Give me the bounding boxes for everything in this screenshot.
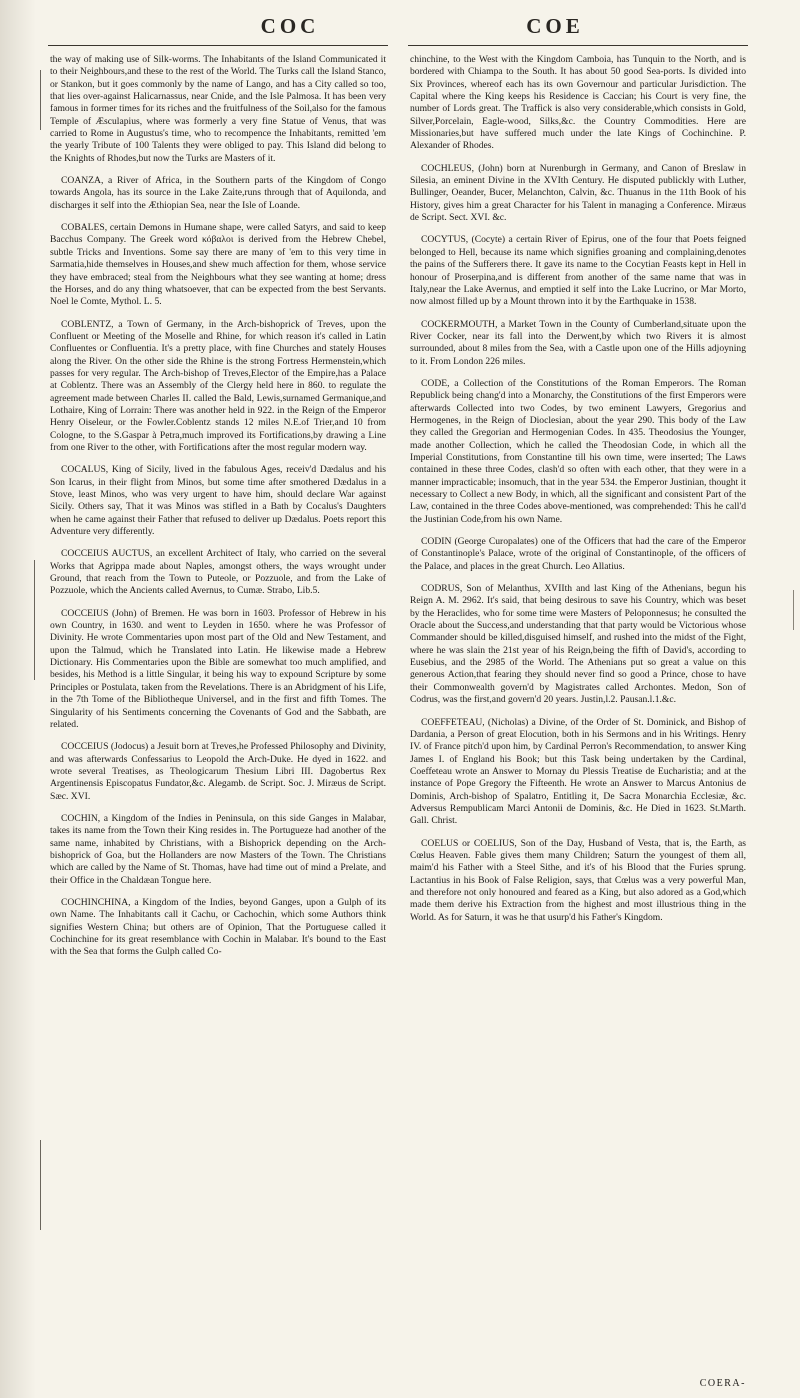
entry-paragraph: COELUS or COELIUS, Son of the Day, Husband of Vesta, that is, the Earth, as Cœlus Heaven. Fable gives them many Children; Saturn the youngest of them all, maim'd his Father with a Steel Sithe, and it's of his Blood that the Furies sprung. Lactantius in his Book of False Religion, says, that Cœlus was a very powerful Man, and therefore not only honoured and feared as a King, but also adored as a God,which made them derive his Extraction from the highest and most illustrious thing in the World. As for Saturn, it was he that usurp'd his Father's Kingdom. xyxy=(410,837,746,923)
entry-paragraph: COEFFETEAU, (Nicholas) a Divine, of the Order of St. Dominick, and Bishop of Dardania, a Person of great Elocution, both in his Sermons and in his Writings. Henry IV. of France pitch'd upon him, by Cardinal Perron's Recommendation, to answer King James I. of England his Book; but this Task being undertaken by the Cardinal, Coeffeteau wrote an Answer to Mornay du Plessis Treatise de Eucharistia; and at the instance of Pope Gregory the Fifteenth. He wrote an Answer to Marcus Antonius de Dominis, Arch-bishop of Spalatro, Entitling it, De Sacra Monarchia Ecclesiæ, &c. Adversus Rempublicam Marci Antonii de Dominis, &c. He Died in 1623. St.Marth. Gall. Christ. xyxy=(410,716,746,827)
spine-shadow xyxy=(0,0,36,1398)
entry-paragraph: COBLENTZ, a Town of Germany, in the Arch-bishoprick of Treves, upon the Confluent or Meeting of the Moselle and Rhine, for which reason it's called in Latin Confluentes or Confluentia. It's a pretty place, with fine Churches and stately Houses along the River. On the other side the Rhine is the strong Fortress Hermenstein,which passes for very regular. The Arch-bishop of Treves,Elector of the Empire,has a Palace at Coblentz. There was an Assembly of the Clergy held here in 860. to regulate the agreement made between Charles II. called the Bald, Lewis,surnamed Germanique,and Lothaire, King of Lorrain: There was another held in 922. in the Reign of the Emperor Henry Oiseleur, or the Fowler.Coblentz stands 12 miles N.E.of Trier,and 10 from Cologne, to the S.Gaspar à Petra,much improved its Fortifications,by drawing a Line from one River to the other, with Fortifications after the most regular modern way. xyxy=(50,318,386,453)
catchword: COERA- xyxy=(699,1378,746,1389)
margin-mark xyxy=(40,70,41,130)
entry-paragraph: the way of making use of Silk-worms. The Inhabitants of the Island Communicated it to their Neighbours,and these to the rest of the World. The Turks call the Island Stanco, or Stankon, but it goes commonly by the name of Lango, and has a City called so too, that lies over-against Halicarnassus, near Cnide, and the Isle Palmosa. It has been very famous in former times for its riches and the fruitfulness of the Soil,also for the famous Temple of Æsculapius, where was formerly a very fine Statue of Venus, that was carried to Rome in Augustus's time, who to recompence the Inhabitants, remitted 'em the yearly Tribute of 100 Talents they were obliged to pay. This Island did belong to the Knights of Rhodes,but now the Turks are Masters of it. xyxy=(50,54,386,164)
running-head-left: COC xyxy=(260,14,320,38)
entry-paragraph: chinchine, to the West with the Kingdom Camboia, has Tunquin to the North, and is bordered with Chiampa to the South. It has about 50 good Sea-ports. Is divided into Six Provinces, whereof each has its own Governour and particular Jurisdiction. The Capital where the King keeps his Residence is Caccian; his Court is very fine, the number of Lords great. The Traffick is also very considerable,which consists in Gold, Silver,Porcelain, Eagle-wood, Silks,&c. the Country Commodities. Here are Missionaries,but have suffered much under the late Kings of Cochinchine. P. Alexander of Rhodes. xyxy=(410,54,746,152)
margin-mark xyxy=(40,1140,41,1230)
entry-paragraph: COCHIN, a Kingdom of the Indies in Peninsula, on this side Ganges in Malabar, takes its name from the Town their King resides in. The Portugueze had another of the same name, inhabited by Christians, with a Bishoprick depending on the Arch-bishoprick of Goa, but the Hollanders are now Masters of the Town. The Christians which are called by the Name of St. Thomas, have had time out of mind a Prelate, and their Office in the Chaldæan Tongue here. xyxy=(50,812,386,886)
header-rule xyxy=(408,45,748,46)
entry-paragraph: COCHLEUS, (John) born at Nurenburgh in Germany, and Canon of Breslaw in Silesia, an eminent Divine in the XVIth Century. He disputed publickly with Luther, Bullinger, Oeander, Bucer, Melanchton, Calvin, &c. Thuanus in the 11th Book of his History, gives him a great Character for his Talent in managing a Conference. Miræus de Script. Sect. XVI. &c. xyxy=(410,162,746,224)
entry-paragraph: COCCEIUS (John) of Bremen. He was born in 1603. Professor of Hebrew in his own Country, in 1630. and went to Leyden in 1650. where he was Professor of Divinity. He wrote Commentaries upon most part of the Old and New Testament, and upon the Talmud, which he Translated into Latin. He likewise made a Hebrew Dictionary. His Commentaries upon the Bible are somewhat too much amplified, and besides, his Method is a little Singular, it being his way to expound Scripture by some Principles or Postulata, taken from the Revelations. There is an Abridgment of his Life, in the 7th Tome of the Bibliotheque Universel, and in the first and fifth Tomes. The Singularity of his Sentiments concerning the Covenants of God and the Sabbath, are related. xyxy=(50,607,386,730)
edge-mark xyxy=(775,590,794,630)
margin-mark xyxy=(34,560,35,680)
entry-paragraph: COANZA, a River of Africa, in the Southern parts of the Kingdom of Congo towards Angola, has its source in the Lake Zaite,runs through that of Aquilonda, and discharges it self into the Æthiopian Sea, near the Isle of Loande. xyxy=(50,175,386,211)
entry-paragraph: COCHINCHINA, a Kingdom of the Indies, beyond Ganges, upon a Gulph of its own Name. The Inhabitants call it Cachu, or Cachochin, which some Authors think signifies Western China; but others are of Opinion, That the Portuguese called it Cochinchine for its great resemblance with Cochin in Malabar. It's bound to the East with the Sea that forms the Gulph called Co- xyxy=(50,896,386,958)
right-column xyxy=(410,54,746,934)
entry-paragraph: COBALES, certain Demons in Humane shape, were called Satyrs, and said to keep Bacchus Company. The Greek word κόβαλοι is derived from the Hebrew Chebel, subtle Tricks and Inventions. Some say there are many of 'em to this very time in Sarmatia,hide themselves in Houses,and shew much affection for them, whose service they have embraced; steal from the Neighbours what they see wanting at home; dress the Horses, and do any thing whatsoever, that can be expected from the best Servants. Noel le Comte, Mythol. L. 5. xyxy=(50,222,386,308)
header-rule xyxy=(48,45,388,46)
entry-paragraph: CODRUS, Son of Melanthus, XVIIth and last King of the Athenians, begun his Reign A. M. 2962. It's said, that being desirous to save his Country, which was beset by the Heraclides, who for some time were Masters of Peloponnesus; he consulted the Oracle about the Success,and understanding that that party would be Victorious whose Commander should be killed,disguised himself, and rushed into the midst of the Fight, where he was slain the 21st year of his Reign,being the fifth of David's, according to Eusebius, and the 2985 of the World. The Athenians put so great a value on this generous Action,that fearing they should never find so good a Prince, chose to have their Commonwealth govern'd by Magistrates called Archontes. Medon, Son of Codrus, was the first,and govern'd 20 years. Justin,l.2. Pausan.l.1.&c. xyxy=(410,583,746,706)
entry-paragraph: COCKERMOUTH, a Market Town in the County of Cumberland,situate upon the River Cocker, near its fall into the Derwent,by which two Rivers it is almost surrounded, about 8 miles from the Sea, with a Castle upon one of the Hills adjoyning to it. From London 226 miles. xyxy=(410,318,746,367)
entry-paragraph: CODE, a Collection of the Constitutions of the Roman Emperors. The Roman Republick being chang'd into a Monarchy, the Constitutions of the first Emperors were afterwards Collected into two Codes, by two eminent Lawyers, Gregorius and Hermogenes, in the Reign of Dioclesian, about the year 290. This body of the Law they called the Gregorian and Hermogenian Codes. In 435. Theodosius the Younger, made another Collection, which he called the Theodosian Code, in which all the Imperial Constitutions, from Constantine till his own time, were inserted; The Laws contained in these three Codes, clash'd so often with each other, that they were in a manner impracticable; insomuch, that in the year 534. the Emperor Justinian, thought it necessary to Collect a new Body, in which, all the significant and consistent Part of the Law, contained in the three Codes above-mentioned, was comprehended: This he call'd the Justinian Code,from his own Name. xyxy=(410,377,746,525)
entry-paragraph: COCYTUS, (Cocyte) a certain River of Epirus, one of the four that Poets feigned belonged to Hell, because its name which signifies groaning and complaining,denotes the pains of the Sufferers there. It gave its name to the Cocytian Feasts kept in Hell in honour of Proserpina,and is different from another of the same name that was in Italy,near the Lake Avernus, and emptied it self into the Lake Lucrino, or Mar Morto, now almost filled up by a Mount thrown into it by the Earthquake in 1538. xyxy=(410,234,746,308)
entry-paragraph: CODIN (George Curopalates) one of the Officers that had the care of the Emperor of Constantinople's Palace, wrote of the original of Constantinople, of the officers of the Palace, and places in the great Church. Leo Allatius. xyxy=(410,536,746,572)
left-column xyxy=(50,54,386,969)
running-head-right: COE xyxy=(526,14,584,38)
entry-paragraph: COCALUS, King of Sicily, lived in the fabulous Ages, receiv'd Dædalus and his Son Icarus, in their flight from Minos, but some time after smothered Dædalus in a Stove, least Minos, who was very urgent to have him, should declare War against Sicily. Others say, That it was Minos was stifled in a Bath by Cocalus's Daughters when he came against their Father that refused to deliver up Dædalus. Poets report this Adventure very differently. xyxy=(50,464,386,538)
entry-paragraph: COCCEIUS AUCTUS, an excellent Architect of Italy, who carried on the several Works that Agrippa made about Naples, amongst others, the ways wrought under Ground, that reach from the Town to Puteole, or Pozzuole, and from the Lake of Pozzuole, which the Ancients called Avernus, to Cumæ. Strabo, Lib.5. xyxy=(50,548,386,597)
entry-paragraph: COCCEIUS (Jodocus) a Jesuit born at Treves,he Professed Philosophy and Divinity, and was afterwards Confessarius to Leopold the Arch-Duke. He dyed in 1622. and wrote several Treatises, as Theologicarum Thesium Libri III. Dagobertus Rex Argentinensis Episcopatus Fundator,&c. Alegamb. de Script. Soc. J. Miræus de Script. Sæc. XVI. xyxy=(50,741,386,802)
